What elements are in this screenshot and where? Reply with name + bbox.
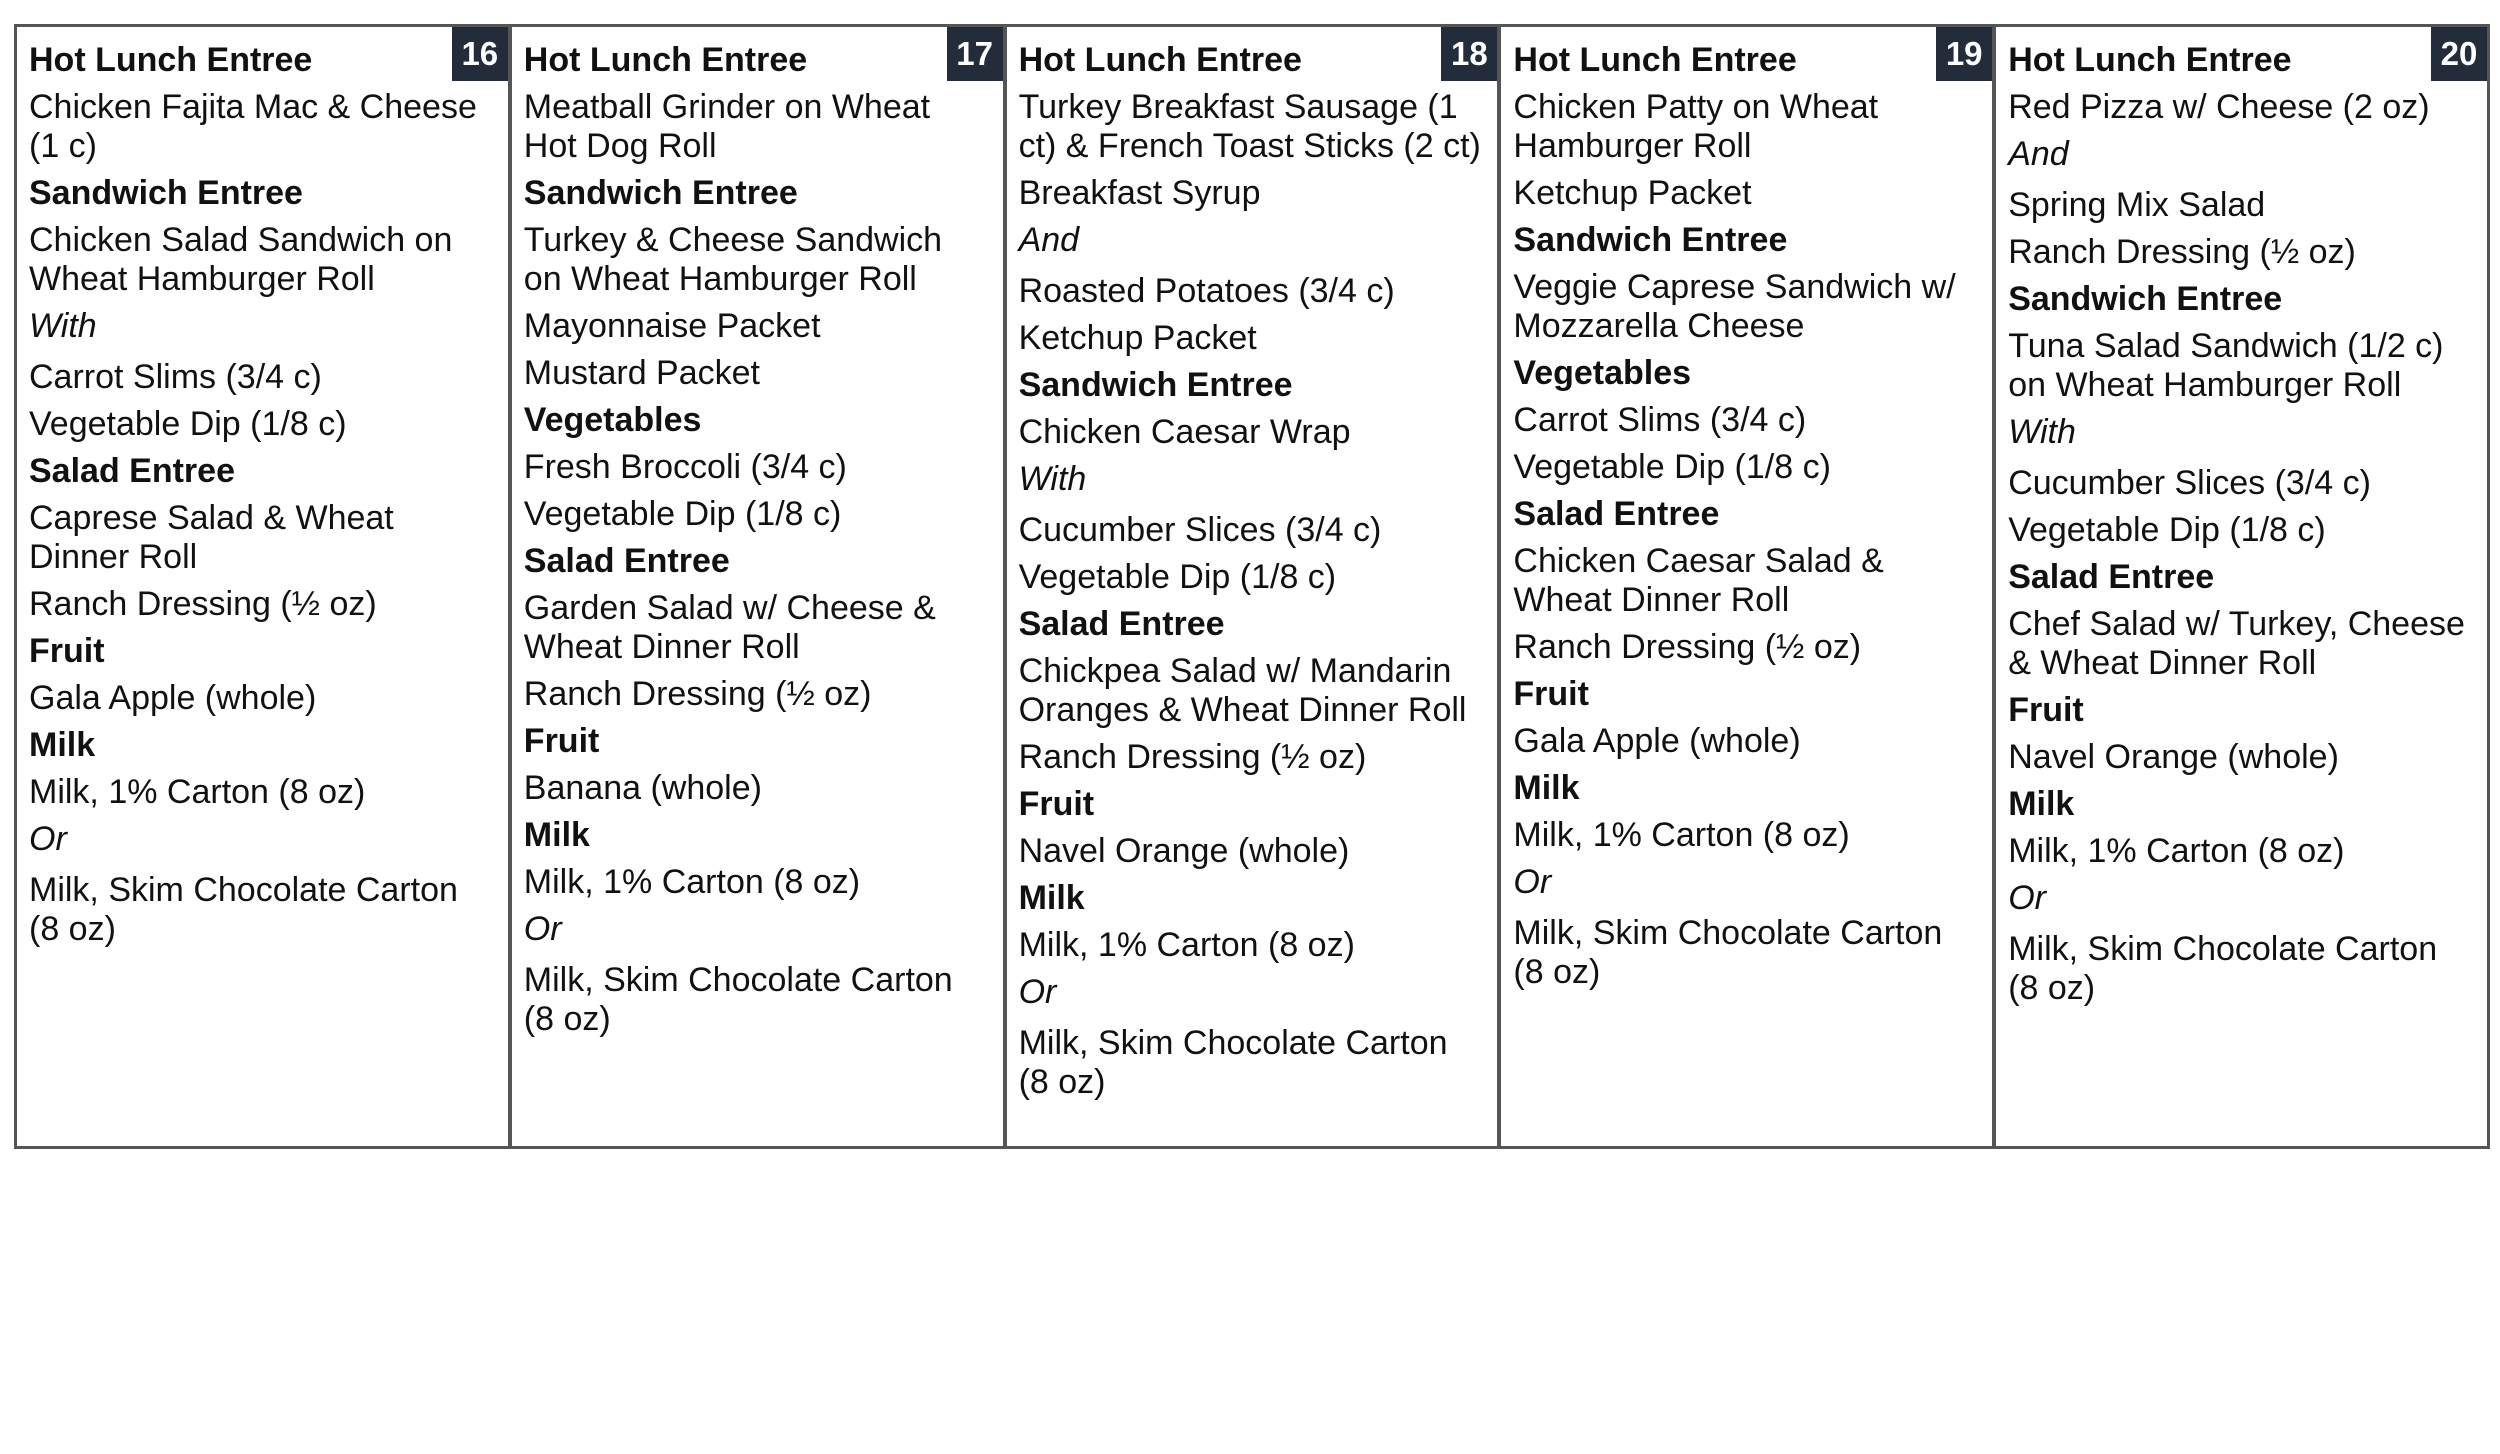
menu-section-heading: Sandwich Entree [2008,280,2283,318]
menu-section-heading: Hot Lunch Entree [29,41,313,79]
menu-section-heading: Vegetables [1513,354,1692,392]
menu-section-heading: Milk [2008,785,2075,823]
menu-item: Banana (whole) [523,769,762,807]
menu-item: Meatball Grinder on Wheat Hot Dog Roll [523,88,931,165]
menu-section-heading: Milk [29,726,96,764]
menu-item: Ketchup Packet [1513,174,1752,212]
menu-item: Veggie Caprese Sandwich w/ Mozzarella Cheese [1513,268,1956,345]
menu-item: Chicken Caesar Salad & Wheat Dinner Roll [1513,542,1884,619]
menu-conjunction: And [1018,221,1080,259]
day-column-2 [1003,27,1498,1146]
menu-item: Gala Apple (whole) [1513,722,1801,760]
menu-item: Gala Apple (whole) [29,679,317,717]
menu-item: Cucumber Slices (3/4 c) [1018,511,1382,549]
menu-item: Milk, Skim Chocolate Carton (8 oz) [2008,930,2438,1007]
menu-item-list [2008,41,2475,1008]
day-column-3 [1497,27,1992,1146]
menu-section-heading: Hot Lunch Entree [2008,41,2292,79]
menu-item: Red Pizza w/ Cheese (2 oz) [2008,88,2430,126]
menu-section-heading: Milk [1513,769,1580,807]
menu-section-heading: Salad Entree [29,452,235,490]
day-number-badge: 18 [1441,27,1497,81]
day-column-4 [1992,27,2487,1146]
menu-item: Garden Salad w/ Cheese & Wheat Dinner Roll [523,589,936,666]
menu-conjunction: Or [1513,863,1552,901]
menu-item: Roasted Potatoes (3/4 c) [1018,272,1395,310]
menu-item: Vegetable Dip (1/8 c) [29,405,347,443]
menu-item-list [1019,41,1486,1102]
menu-section-heading: Sandwich Entree [29,174,303,212]
day-number-badge: 17 [947,27,1003,81]
menu-item: Spring Mix Salad [2008,186,2266,224]
menu-item: Vegetable Dip (1/8 c) [523,495,842,533]
menu-item: Milk, 1% Carton (8 oz) [1018,926,1355,964]
menu-item: Navel Orange (whole) [2008,738,2339,776]
menu-section-heading: Salad Entree [523,542,730,580]
menu-item: Milk, Skim Chocolate Carton (8 oz) [523,961,953,1038]
menu-item: Milk, Skim Chocolate Carton (8 oz) [1018,1024,1448,1101]
menu-item: Tuna Salad Sandwich (1/2 c) on Wheat Hamburger Roll [2008,327,2444,404]
menu-section-heading: Hot Lunch Entree [1513,41,1797,79]
menu-item: Turkey Breakfast Sausage (1 ct) & French Toast Sticks (2 ct) [1018,88,1481,165]
menu-section-heading: Sandwich Entree [1018,366,1293,404]
menu-item: Milk, 1% Carton (8 oz) [29,773,366,811]
menu-item: Milk, Skim Chocolate Carton (8 oz) [29,871,458,948]
menu-item: Cucumber Slices (3/4 c) [2008,464,2371,502]
weekly-menu-grid [14,24,2490,1149]
menu-item: Milk, 1% Carton (8 oz) [2008,832,2345,870]
menu-section-heading: Hot Lunch Entree [523,41,808,79]
day-column-0 [17,27,508,1146]
menu-item: Chef Salad w/ Turkey, Cheese & Wheat Dinner Roll [2008,605,2465,682]
menu-item: Mayonnaise Packet [523,307,821,345]
menu-item-list [1513,41,1980,992]
menu-section-heading: Vegetables [523,401,702,439]
menu-item: Ranch Dressing (½ oz) [1018,738,1367,776]
menu-item: Vegetable Dip (1/8 c) [2008,511,2326,549]
menu-conjunction: And [2008,135,2069,173]
menu-item: Ketchup Packet [1018,319,1257,357]
menu-section-heading: Fruit [523,722,600,760]
menu-conjunction: With [29,307,97,345]
menu-item: Ranch Dressing (½ oz) [1513,628,1862,666]
menu-item: Fresh Broccoli (3/4 c) [523,448,847,486]
menu-item: Vegetable Dip (1/8 c) [1018,558,1337,596]
menu-section-heading: Sandwich Entree [1513,221,1788,259]
menu-section-heading: Milk [523,816,590,854]
menu-conjunction: Or [29,820,67,858]
menu-section-heading: Fruit [1018,785,1095,823]
menu-item: Carrot Slims (3/4 c) [29,358,322,396]
menu-section-heading: Salad Entree [1513,495,1720,533]
menu-item: Chicken Fajita Mac & Cheese (1 c) [29,88,477,165]
menu-item: Caprese Salad & Wheat Dinner Roll [29,499,394,576]
menu-item: Ranch Dressing (½ oz) [523,675,872,713]
menu-item: Chicken Patty on Wheat Hamburger Roll [1513,88,1879,165]
day-column-1 [508,27,1003,1146]
menu-conjunction: Or [523,910,562,948]
menu-section-heading: Milk [1018,879,1085,917]
menu-section-heading: Salad Entree [2008,558,2215,596]
menu-item: Milk, 1% Carton (8 oz) [1513,816,1850,854]
menu-item: Navel Orange (whole) [1018,832,1350,870]
menu-conjunction: With [1018,460,1087,498]
menu-section-heading: Fruit [1513,675,1589,713]
menu-item: Chicken Salad Sandwich on Wheat Hamburger Roll [29,221,453,298]
menu-item: Ranch Dressing (½ oz) [2008,233,2356,271]
day-number-badge: 19 [1936,27,1992,81]
menu-item: Mustard Packet [523,354,761,392]
menu-section-heading: Fruit [29,632,105,670]
menu-item: Milk, 1% Carton (8 oz) [523,863,861,901]
menu-conjunction: Or [1018,973,1057,1011]
menu-item-list [524,41,991,1039]
menu-section-heading: Hot Lunch Entree [1018,41,1302,79]
menu-item: Milk, Skim Chocolate Carton (8 oz) [1513,914,1943,991]
menu-section-heading: Fruit [2008,691,2084,729]
menu-conjunction: Or [2008,879,2046,917]
menu-conjunction: With [2008,413,2076,451]
day-number-badge: 20 [2431,27,2487,81]
menu-item: Vegetable Dip (1/8 c) [1513,448,1831,486]
menu-item: Breakfast Syrup [1018,174,1261,212]
menu-section-heading: Salad Entree [1018,605,1225,643]
menu-item: Ranch Dressing (½ oz) [29,585,377,623]
menu-section-heading: Sandwich Entree [523,174,798,212]
menu-item: Turkey & Cheese Sandwich on Wheat Hamburger Roll [523,221,943,298]
menu-item-list [29,41,496,949]
day-number-badge: 16 [452,27,508,81]
menu-item: Carrot Slims (3/4 c) [1513,401,1807,439]
menu-item: Chickpea Salad w/ Mandarin Oranges & Wheat Dinner Roll [1018,652,1467,729]
menu-item: Chicken Caesar Wrap [1018,413,1351,451]
